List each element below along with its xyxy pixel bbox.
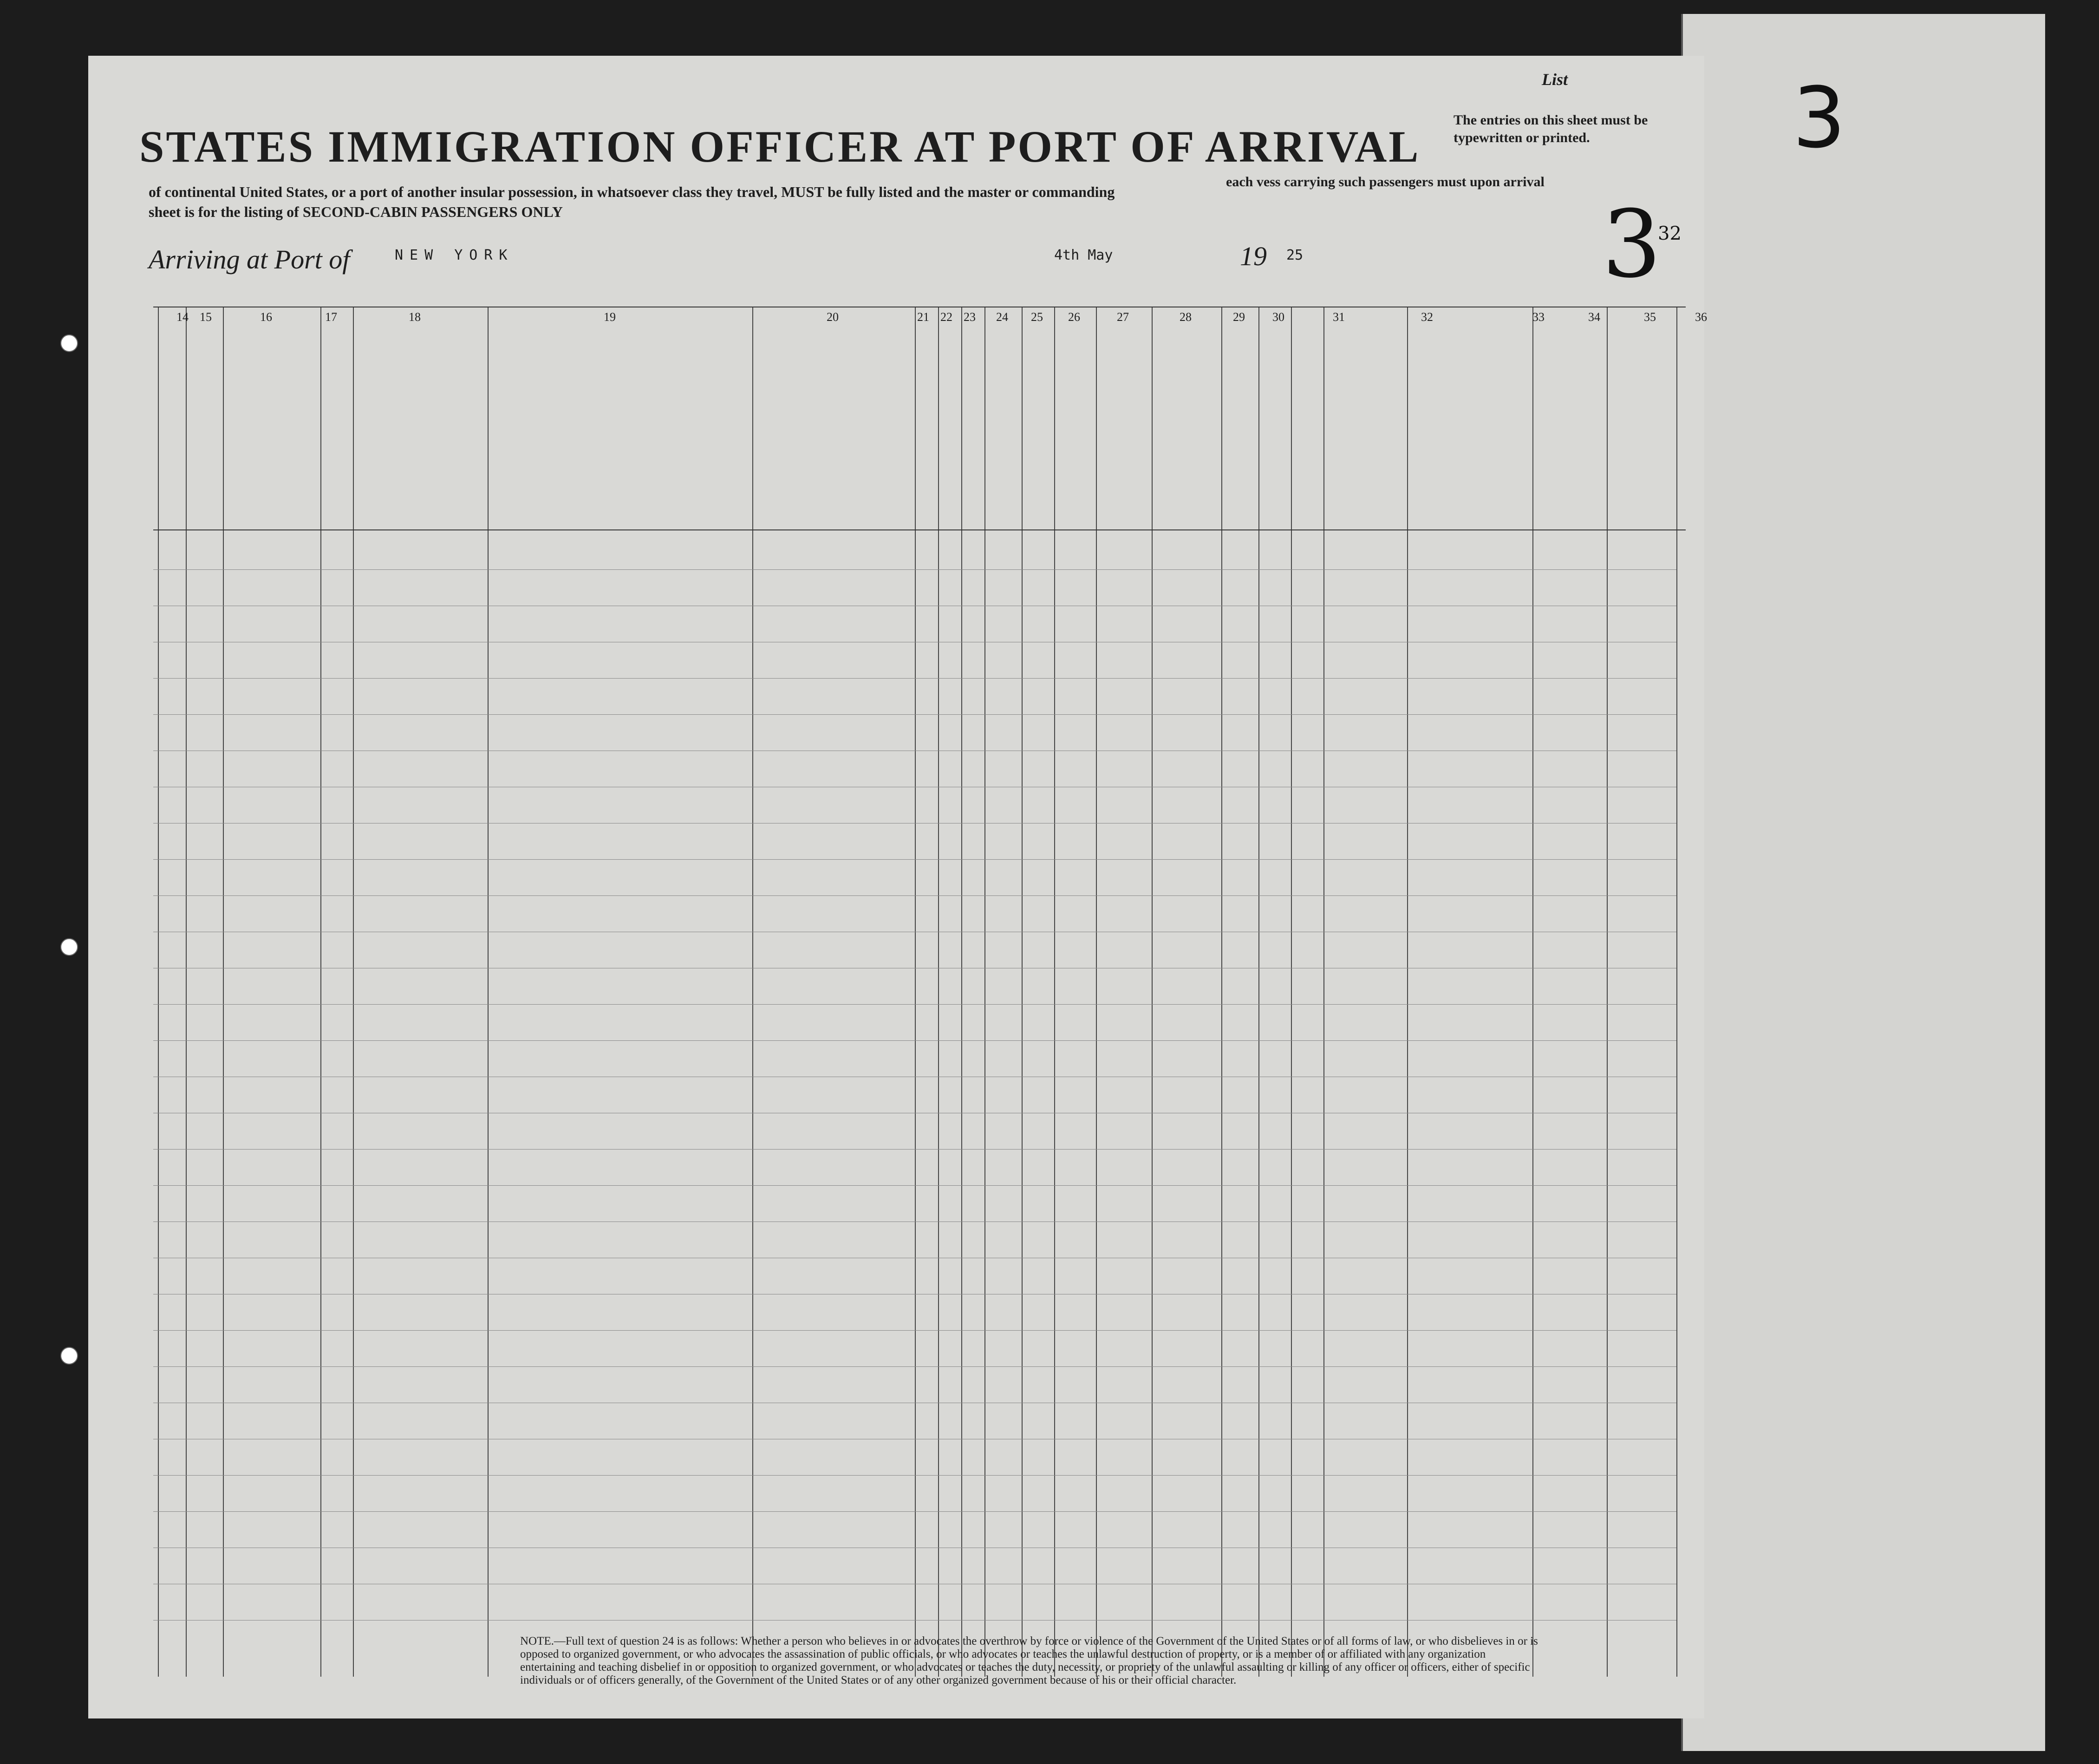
year-suffix: 25 <box>1286 247 1304 263</box>
header-line-2: sheet is for the listing of SECOND-CABIN PASSENGERS ONLY <box>149 203 563 220</box>
table-row <box>88 1150 1676 1186</box>
header-bottom-rule <box>153 529 1686 530</box>
table-row <box>88 1585 1676 1621</box>
table-row <box>88 860 1676 896</box>
column-number: 24 <box>996 310 1008 324</box>
column-number: 21 <box>917 310 929 324</box>
arrival-date: 4th May <box>1054 247 1113 263</box>
table-row <box>88 788 1676 824</box>
column-number: 15 <box>200 310 212 324</box>
header-line-1: of continental United States, or a port of another insular possession, in whatsoever class they travel, MUST be fully listed and the master or commanding <box>149 183 1115 200</box>
row-rule <box>153 1040 1676 1041</box>
header-line-1b: each vess carrying such passengers must upon arrival <box>1226 174 1545 189</box>
table-row <box>88 896 1676 933</box>
table-row <box>88 1114 1676 1150</box>
column-number: 33 <box>1532 310 1545 324</box>
table-row <box>88 1440 1676 1476</box>
row-rule <box>153 1475 1676 1476</box>
column-number: 29 <box>1233 310 1245 324</box>
table-row <box>88 679 1676 715</box>
table-row <box>88 1476 1676 1512</box>
column-number: 23 <box>964 310 976 324</box>
table-row <box>88 1041 1676 1078</box>
table-row <box>88 933 1676 969</box>
table-row <box>88 1512 1676 1548</box>
column-number: 36 <box>1695 310 1707 324</box>
table-row <box>88 1259 1676 1295</box>
column-number: 28 <box>1180 310 1192 324</box>
table-row <box>88 1186 1676 1222</box>
column-number: 34 <box>1588 310 1600 324</box>
arriving-label: Arriving at Port of <box>149 244 350 274</box>
sheet-number-large: 3 <box>1793 70 1846 167</box>
table-row <box>88 1295 1676 1331</box>
table-row <box>88 1404 1676 1440</box>
row-rule <box>153 569 1676 570</box>
row-rule <box>153 859 1676 860</box>
column-rule <box>1676 307 1677 1677</box>
page-title: STATES IMMIGRATION OFFICER AT PORT OF ARRIVAL <box>139 122 1421 171</box>
table-row <box>88 1367 1676 1404</box>
table-row <box>88 570 1676 607</box>
table-row <box>88 1548 1676 1585</box>
table-row <box>88 607 1676 643</box>
column-number: 27 <box>1117 310 1129 324</box>
column-number: 35 <box>1644 310 1656 324</box>
list-label: List <box>1542 70 1568 89</box>
binding-hole <box>60 334 78 352</box>
table-row <box>88 1078 1676 1114</box>
row-rule <box>153 1511 1676 1512</box>
column-number: 19 <box>604 310 616 324</box>
column-number: 32 <box>1421 310 1433 324</box>
column-number: 31 <box>1333 310 1345 324</box>
sheet-number-small: 3 <box>1602 190 1662 299</box>
table-row <box>88 715 1676 751</box>
column-number: 22 <box>940 310 952 324</box>
table-row <box>88 969 1676 1005</box>
column-number: 14 <box>176 310 189 324</box>
column-number: 16 <box>260 310 272 324</box>
table-row <box>88 824 1676 860</box>
sheet-number-suffix: 32 <box>1658 223 1682 244</box>
table-row <box>88 534 1676 570</box>
table-row <box>88 1005 1676 1041</box>
year-prefix: 19 <box>1240 241 1267 271</box>
binding-hole <box>60 1347 78 1365</box>
row-rule <box>153 1185 1676 1186</box>
table-row <box>88 1222 1676 1259</box>
manifest-sheet <box>88 56 1707 1718</box>
table-row <box>88 751 1676 788</box>
port-value: NEW YORK <box>395 247 514 263</box>
table-row <box>88 1331 1676 1367</box>
overlapping-right-sheet <box>1681 14 2045 1751</box>
binding-hole <box>60 938 78 956</box>
row-rule <box>153 1330 1676 1331</box>
column-number: 18 <box>409 310 421 324</box>
column-number: 20 <box>827 310 839 324</box>
column-number: 30 <box>1272 310 1284 324</box>
row-rule <box>153 678 1676 679</box>
entries-note: The entries on this sheet must be typewritten or printed. <box>1454 112 1648 145</box>
column-number: 26 <box>1068 310 1080 324</box>
row-rule <box>153 895 1676 896</box>
footnote-question-24: NOTE.—Full text of question 24 is as follows: Whether a person who believes in or advocates the overthrow by force or violence of the Government of the United States or of all forms of law, or who disbelieves in or is opposed to organized government, or who advocates the assassination of public officials, or who advocates or teaches the unlawful destruction of property, or is a member of or affiliated with any organization entertaining and teaching disbelief in or opposition to organized government, or who advocates or teaches the duty, necessity, or propriety of the unlawful assaulting or killing of any officer or officers, either of specific individuals or of officers generally, of the Government of the United States or of any other organized government because of his or their official character. <box>520 1635 1538 1686</box>
column-number: 25 <box>1031 310 1043 324</box>
row-rule <box>153 714 1676 715</box>
row-rule <box>153 1149 1676 1150</box>
table-row <box>88 643 1676 679</box>
row-rule <box>153 1366 1676 1367</box>
column-number: 17 <box>325 310 337 324</box>
row-rule <box>153 1004 1676 1005</box>
